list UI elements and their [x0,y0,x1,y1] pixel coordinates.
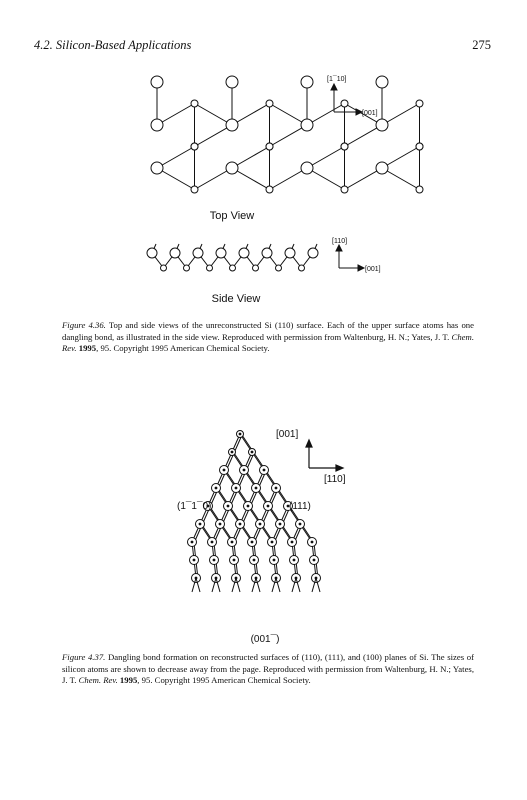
silicon-atom [216,248,226,258]
silicon-atom [341,143,348,150]
silicon-atom [147,248,157,258]
silicon-atom [161,265,167,271]
silicon-atom [191,186,198,193]
caption-label: Figure 4.36. [62,320,106,330]
caption-journal: Chem. Rev. [78,675,118,686]
caption-year: 1995 [78,343,97,354]
silicon-atom [266,143,273,150]
plane-111-label: (111) [289,501,311,512]
silicon-atom [226,162,238,174]
atom-core [233,559,236,562]
caption-journal: Chem. Rev. [62,331,474,354]
caption-label: Figure 4.37. [62,652,106,662]
atom-core [271,541,274,544]
fig437-axes [306,440,343,471]
caption-text: Top and side views of the unreconstructed Si (110) surface. Each of the upper surface atoms has one dangling bond, as illustrated in the side view. Reproduced with permission from Waltenburg, H. N.; Yates, J. T. [62,320,474,342]
silicon-atom [226,119,238,131]
atom-core [223,469,226,472]
axis-110-label: [110] [324,474,346,485]
top-view-label: Top View [209,210,255,222]
silicon-atom [191,100,198,107]
arrow-up-icon [336,245,342,251]
top-axis-horizontal-label: [001] [362,110,378,117]
silicon-atom [207,265,213,271]
plane-bottom-label: (001¯) [250,634,280,645]
atom-core [253,559,256,562]
silicon-atom [151,162,163,174]
side-axis-vertical-label: [110] [332,238,348,245]
atom-core [213,559,216,562]
atom-core [279,523,282,526]
silicon-atom [301,162,313,174]
silicon-atom [416,143,423,150]
caption-text-end: , 95. Copyright 1995 American Chemical Society. [137,675,311,686]
atom-core [299,523,302,526]
silicon-atom [376,119,388,131]
silicon-atom [276,265,282,271]
silicon-atom [191,143,198,150]
atom-core [211,541,214,544]
atom-core [273,559,276,562]
atom-core [231,451,234,454]
atom-core [235,487,238,490]
atom-core [199,523,202,526]
atom-core [247,505,250,508]
silicon-atom [299,265,305,271]
atom-core [243,469,246,472]
atom-core [191,541,194,544]
silicon-atom [266,100,273,107]
silicon-atom [253,265,259,271]
side-view-chain [147,244,318,271]
atom-core [267,505,270,508]
silicon-atom [301,119,313,131]
silicon-atom [226,76,238,88]
atom-core [293,559,296,562]
atom-core [239,523,242,526]
silicon-atom [308,248,318,258]
figure-4-36-caption [62,320,474,355]
silicon-atom [376,162,388,174]
silicon-atom [376,76,388,88]
atom-core [193,559,196,562]
figure-4-37 [0,410,527,680]
silicon-atom [285,248,295,258]
side-view-label: Side View [211,293,261,305]
atom-core [263,469,266,472]
silicon-atom [230,265,236,271]
arrow-right-icon [336,465,343,471]
silicon-atom [151,76,163,88]
top-view-axes [331,84,362,115]
atom-core [227,505,230,508]
atom-core [251,541,254,544]
silicon-atom [341,100,348,107]
atom-core [311,541,314,544]
silicon-atom [416,186,423,193]
atom-core [251,451,254,454]
caption-text-end: , 95. Copyright 1995 American Chemical Society. [96,343,270,354]
silicon-atom [170,248,180,258]
silicon-atom [301,76,313,88]
caption-text: Dangling bond formation on reconstructed surfaces of (110), (111), and (100) planes of Si. The sizes of silicon atoms are shown to decrease away from the page. Reproduced with permission from Waltenburg, H. N.; Yates, J. T. [62,652,474,686]
atom-core [215,487,218,490]
atom-core [255,487,258,490]
atom-core [275,487,278,490]
page-number: 275 [472,38,491,52]
atom-core [239,433,242,436]
plane-left-label: (1¯1¯0) [177,501,212,512]
figure-4-37-caption [62,652,474,687]
top-view-lattice [151,76,423,193]
arrow-up-icon [331,84,337,90]
caption-year: 1995 [119,675,138,686]
silicon-atom [266,186,273,193]
silicon-atom [262,248,272,258]
atom-core [231,541,234,544]
silicon-atom [416,100,423,107]
arrow-up-icon [306,440,312,447]
silicon-atom [151,119,163,131]
silicon-atom [341,186,348,193]
arrow-right-icon [358,265,364,271]
silicon-atom [239,248,249,258]
atom-core [219,523,222,526]
atom-core [313,559,316,562]
atom-core [291,541,294,544]
figure-4-36 [0,0,527,320]
atom-core [259,523,262,526]
side-view-axes [336,245,364,271]
side-axis-horizontal-label: [001] [365,266,381,273]
silicon-atom [193,248,203,258]
section-title: 4.2. Silicon-Based Applications [34,38,192,52]
silicon-atom [184,265,190,271]
top-axis-vertical-label: [1¯10] [327,76,347,83]
axis-001-label: [001] [276,429,299,440]
